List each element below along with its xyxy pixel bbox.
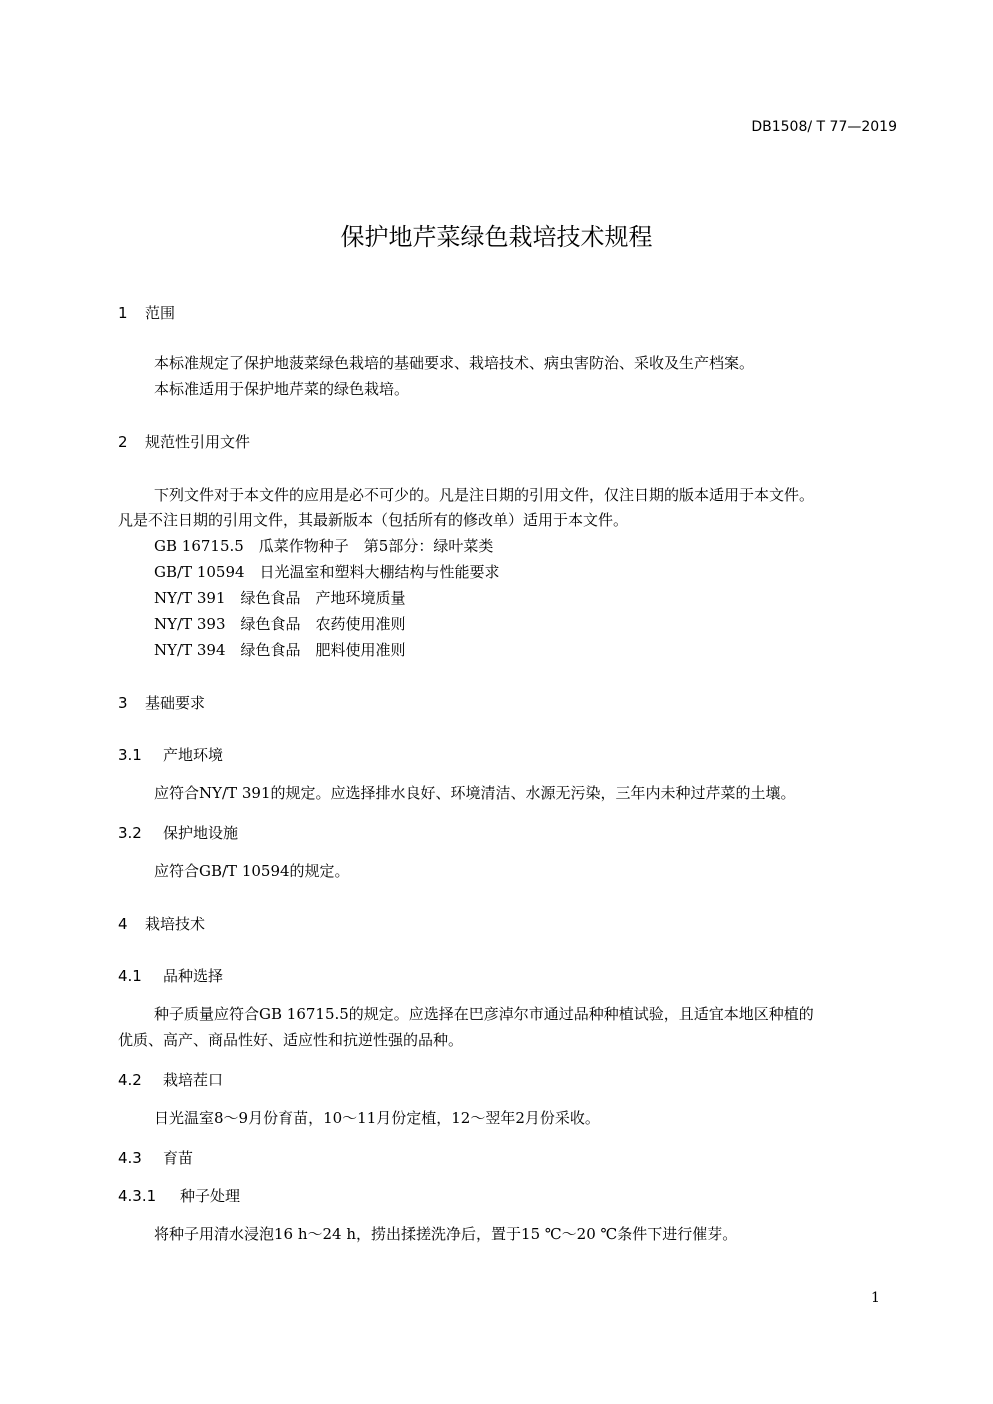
reference-item: GB/T 10594 日光温室和塑料大棚结构与性能要求 bbox=[154, 563, 500, 581]
section-2-heading bbox=[118, 431, 250, 452]
paragraph: 本标准适用于保护地芹菜的绿色栽培。 bbox=[154, 380, 410, 398]
section-title: 保护地设施 bbox=[163, 824, 239, 842]
section-3-heading bbox=[118, 692, 205, 713]
section-number: 4.2 bbox=[118, 1071, 142, 1089]
paragraph: 日光温室8～9月份育苗，10～11月份定植，12～翌年2月份采收。 bbox=[154, 1109, 600, 1127]
section-number: 1 bbox=[118, 304, 128, 322]
section-number: 3 bbox=[118, 694, 128, 712]
reference-item: GB 16715.5 瓜菜作物种子 第5部分：绿叶菜类 bbox=[154, 537, 494, 555]
paragraph: 本标准规定了保护地菠菜绿色栽培的基础要求、栽培技术、病虫害防治、采收及生产档案。 bbox=[154, 354, 755, 372]
paragraph: 凡是不注日期的引用文件，其最新版本（包括所有的修改单）适用于本文件。 bbox=[118, 511, 629, 529]
section-3-2-heading bbox=[118, 822, 238, 843]
section-title: 栽培技术 bbox=[145, 915, 206, 933]
section-title: 种子处理 bbox=[180, 1187, 241, 1205]
section-number: 3.2 bbox=[118, 824, 142, 842]
section-title: 品种选择 bbox=[163, 967, 224, 985]
section-4-heading bbox=[118, 913, 205, 934]
section-4-3-1-heading bbox=[118, 1185, 240, 1206]
section-4-2-heading bbox=[118, 1069, 223, 1090]
section-1-heading bbox=[118, 302, 175, 323]
paragraph: 将种子用清水浸泡16 h～24 h，捞出揉搓洗净后，置于15 ℃～20 ℃条件下进行催芽。 bbox=[154, 1225, 738, 1243]
section-3-1-heading bbox=[118, 744, 223, 765]
paragraph: 种子质量应符合GB 16715.5的规定。应选择在巴彦淖尔市通过品种种植试验，且适宜本地区种植的 bbox=[154, 1005, 814, 1023]
section-4-3-heading bbox=[118, 1147, 193, 1168]
section-title: 产地环境 bbox=[163, 746, 224, 764]
reference-item: NY/T 393 绿色食品 农药使用准则 bbox=[154, 615, 406, 633]
paragraph: 优质、高产、商品性好、适应性和抗逆性强的品种。 bbox=[118, 1031, 464, 1049]
section-title: 规范性引用文件 bbox=[145, 433, 251, 451]
standard-number: DB1508/ T 77—2019 bbox=[751, 119, 897, 135]
section-title: 范围 bbox=[145, 304, 176, 322]
section-number: 3.1 bbox=[118, 746, 142, 764]
page-number: 1 bbox=[871, 1290, 880, 1306]
paragraph: 下列文件对于本文件的应用是必不可少的。凡是注日期的引用文件，仅注日期的版本适用于本文件。 bbox=[154, 486, 815, 504]
section-title: 栽培茬口 bbox=[163, 1071, 224, 1089]
section-number: 4.3 bbox=[118, 1149, 142, 1167]
paragraph: 应符合GB/T 10594的规定。 bbox=[154, 862, 350, 880]
reference-item: NY/T 391 绿色食品 产地环境质量 bbox=[154, 589, 406, 607]
section-number: 2 bbox=[118, 433, 128, 451]
section-number: 4.3.1 bbox=[118, 1187, 157, 1205]
section-number: 4 bbox=[118, 915, 128, 933]
section-title: 基础要求 bbox=[145, 694, 206, 712]
document-title: 保护地芹菜绿色栽培技术规程 bbox=[340, 223, 653, 251]
paragraph: 应符合NY/T 391的规定。应选择排水良好、环境清洁、水源无污染，三年内未种过芹菜的土壤。 bbox=[154, 784, 796, 802]
section-title: 育苗 bbox=[163, 1149, 194, 1167]
reference-item: NY/T 394 绿色食品 肥料使用准则 bbox=[154, 641, 406, 659]
section-4-1-heading bbox=[118, 965, 223, 986]
section-number: 4.1 bbox=[118, 967, 142, 985]
